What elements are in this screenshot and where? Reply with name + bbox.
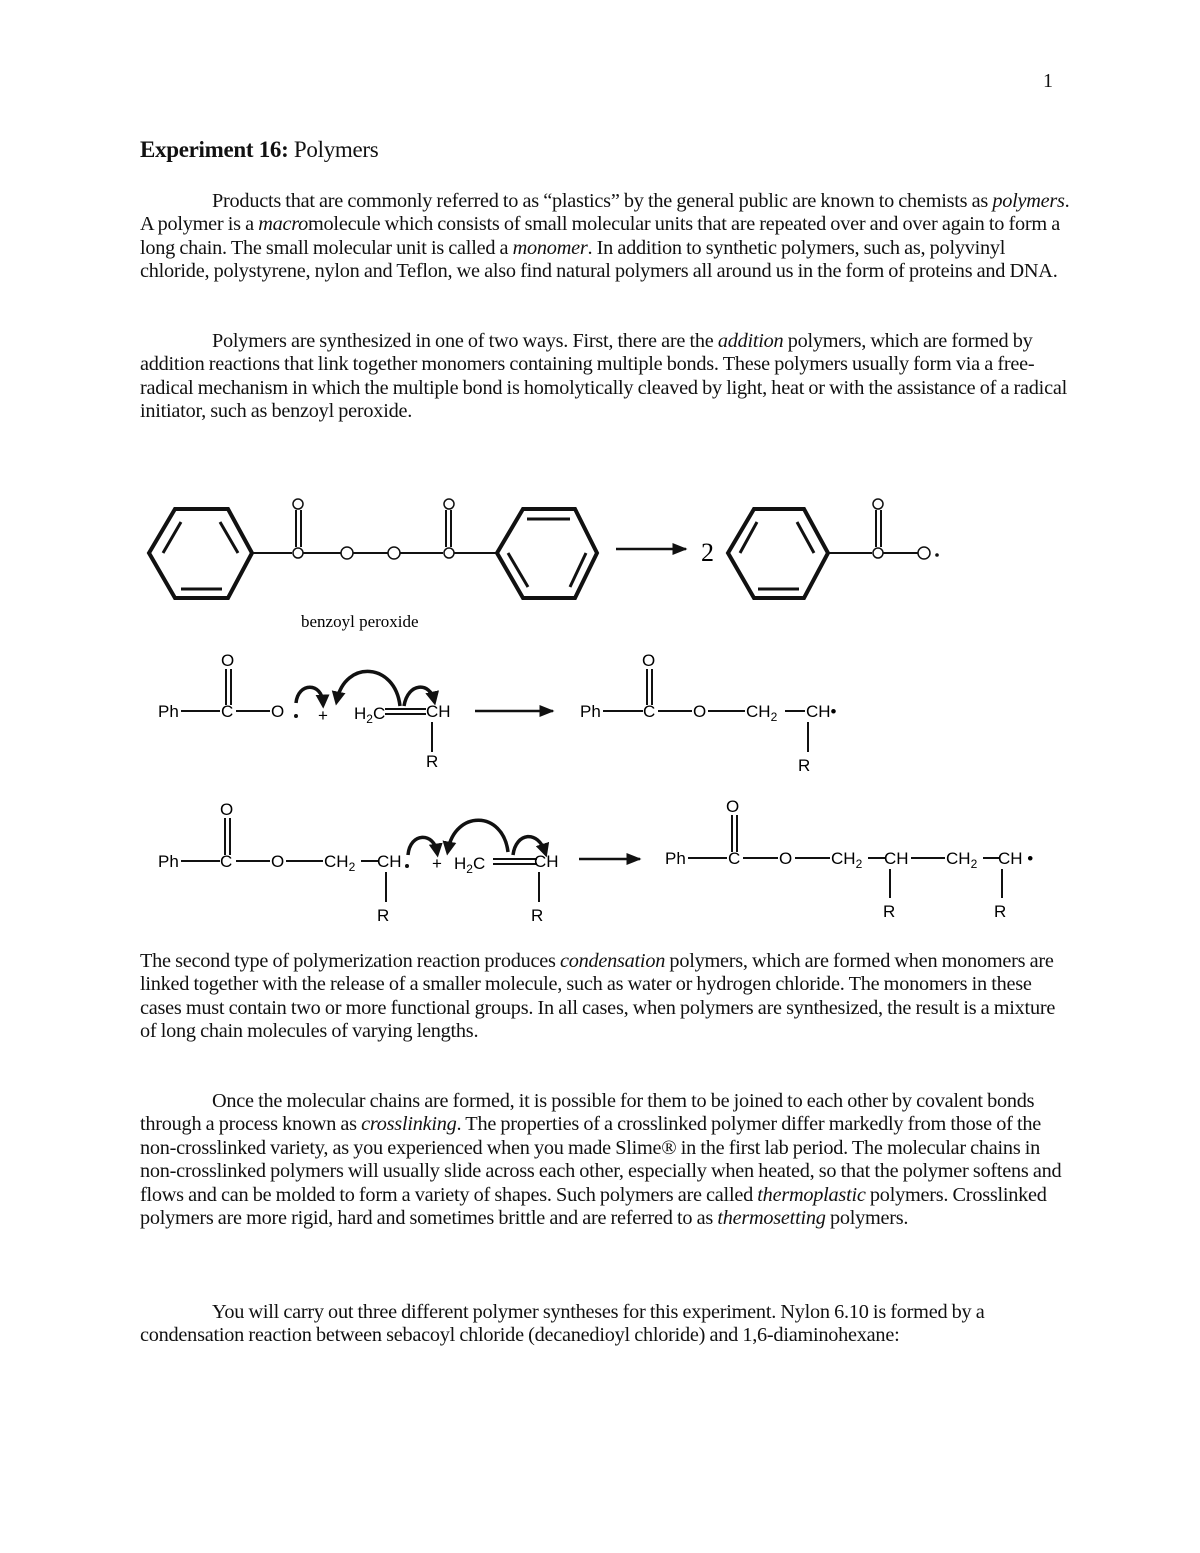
propagation-product bbox=[665, 797, 1033, 921]
carbon-label: C bbox=[643, 702, 656, 721]
emphasis: macro bbox=[258, 213, 309, 236]
r-group-label: R bbox=[426, 752, 439, 771]
text: molecule which consists of small molecular units that are repeated over and over again to form a long chain. The small molecular unit is called a bbox=[140, 213, 1060, 259]
oxygen-label: O bbox=[271, 852, 285, 871]
ch-label: CH bbox=[884, 849, 909, 868]
plus-sign: + bbox=[318, 706, 328, 725]
text: . The properties of a crosslinked polymer differ markedly from those of the non-crosslinked variety, as you experienced when you made Slime® in the first lab period. The molecular chains in non-crosslinked polymers will usually slide across each other, especially when heated, so that the polymer softens and flows and can be molded to form a variety of shapes. Such polymers are called bbox=[140, 1113, 1062, 1206]
r-group-label: R bbox=[798, 756, 811, 775]
stoichiometric-coefficient: 2 bbox=[701, 538, 714, 567]
text: polymers, which are formed by addition reactions that link together monomers containing multiple bonds. These polymers usually form via a free-radical mechanism in which the multiple bond is homolytically cleaved by light, heat or with the assistance of a radical initiator, such as benzoyl peroxide. bbox=[140, 330, 1067, 423]
emphasis: crosslinking bbox=[361, 1113, 457, 1136]
emphasis: polymers bbox=[992, 190, 1065, 212]
paragraph-crosslinking bbox=[140, 1090, 1070, 1230]
propagation-step bbox=[158, 800, 559, 925]
emphasis: thermosetting bbox=[717, 1207, 826, 1230]
carbon-label: C bbox=[728, 849, 741, 868]
paragraph-syntheses bbox=[140, 1301, 1070, 1348]
page-number: 1 bbox=[1043, 70, 1053, 92]
oxygen-label: O bbox=[779, 849, 793, 868]
carbonyl-oxygen-label: O bbox=[642, 651, 656, 670]
oxygen-label: O bbox=[271, 702, 285, 721]
text: You will carry out three different polymer syntheses for this experiment. Nylon 6.10 is formed by a condensation reaction between sebacoyl chloride (decanedioyl chloride) and 1,6-diaminohexane: bbox=[140, 1301, 985, 1347]
text: . A polymer is a bbox=[140, 190, 1070, 236]
phenyl-label: Ph bbox=[580, 702, 601, 721]
initiation-step bbox=[158, 651, 451, 771]
vinyl-ch2-label: $H_2C$ bbox=[454, 854, 486, 876]
carbonyl-oxygen-label: O bbox=[220, 800, 234, 819]
vinyl-ch-label: CH bbox=[426, 702, 451, 721]
r-group-label: R bbox=[883, 902, 896, 921]
initiation-product bbox=[580, 651, 837, 775]
phenyl-label: Ph bbox=[158, 702, 179, 721]
carbonyl-oxygen-label: O bbox=[221, 651, 235, 670]
radical-ch-label: CH• bbox=[806, 702, 837, 721]
emphasis: addition bbox=[717, 330, 784, 352]
carbonyl-oxygen-label: O bbox=[726, 797, 740, 816]
title-rest: Polymers bbox=[288, 137, 379, 162]
benzoyl-peroxide-caption: benzoyl peroxide bbox=[301, 612, 419, 631]
r-group-label: R bbox=[377, 906, 390, 925]
benzoyl-peroxide-structure bbox=[149, 499, 597, 598]
phenyl-label: Ph bbox=[158, 852, 179, 871]
vinyl-ch2-label: $H_2C$ bbox=[354, 704, 386, 726]
plus-sign: + bbox=[432, 854, 442, 873]
text: . In addition to synthetic polymers, such as, polyvinyl chloride, polystyrene, nylon and Teflon, we also find natural polymers all around us in the form of proteins and DNA. bbox=[140, 236, 1058, 283]
emphasis: condensation bbox=[559, 950, 666, 972]
emphasis: monomer bbox=[512, 236, 588, 259]
radical-ch-label: CH • bbox=[998, 849, 1034, 868]
ch2-label: $CH_2$ bbox=[324, 852, 356, 874]
ch2-label: $CH_2$ bbox=[746, 702, 778, 724]
ch-label: CH bbox=[377, 852, 402, 871]
benzoyloxy-radical-structure bbox=[728, 499, 939, 598]
phenyl-label: Ph bbox=[665, 849, 686, 868]
oxygen-label: O bbox=[693, 702, 707, 721]
ch2-label: $CH_2$ bbox=[831, 849, 863, 871]
title-bold: Experiment 16: bbox=[140, 137, 289, 162]
text: Once the molecular chains are formed, it is possible for them to be joined to each other by covalent bonds through a process known as bbox=[140, 1090, 1035, 1136]
carbon-label: C bbox=[220, 852, 233, 871]
r-group-label: R bbox=[531, 906, 544, 925]
text: Products that are commonly referred to as “plastics” by the general public are known to chemists as bbox=[212, 190, 993, 212]
r-group-label: R bbox=[994, 902, 1007, 921]
ch2-label: $CH_2$ bbox=[946, 849, 978, 871]
paragraph-condensation bbox=[140, 950, 1070, 1044]
carbon-label: C bbox=[221, 702, 234, 721]
text: polymers. Crosslinked polymers are more rigid, hard and sometimes brittle and are referred to as bbox=[140, 1183, 1047, 1230]
text: Polymers are synthesized in one of two ways. First, there are the bbox=[212, 330, 718, 352]
text: polymers. bbox=[825, 1207, 909, 1230]
emphasis: thermoplastic bbox=[757, 1183, 866, 1206]
text: polymers, which are formed when monomers are linked together with the release of a smaller molecule, such as water or hydrogen chloride. The monomers in these cases must contain two or more functional groups. In all cases, when polymers are synthesized, the result is a mixture of long chain molecules of varying lengths. bbox=[140, 950, 1056, 1043]
vinyl-ch-label: CH bbox=[534, 852, 559, 871]
text: The second type of polymerization reaction produces bbox=[140, 950, 560, 972]
